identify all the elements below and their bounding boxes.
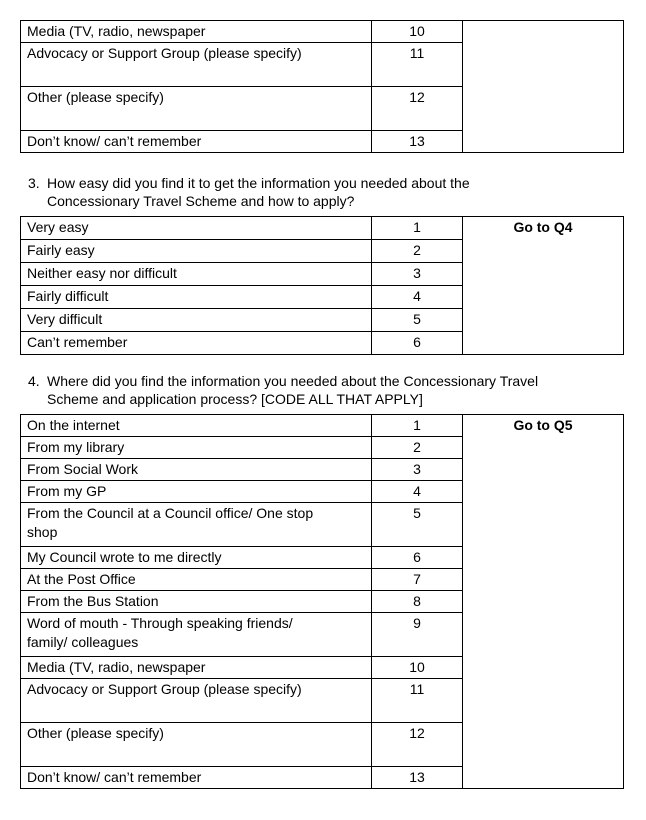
option-label-cell <box>21 87 372 131</box>
option-label-cell <box>21 569 372 591</box>
question-text <box>47 372 538 408</box>
option-code-cell: 4 <box>372 286 463 309</box>
option-code-cell: 3 <box>372 263 463 286</box>
option-label: From the Council at a Council office/ One stop <box>27 505 314 521</box>
option-code-cell: 9 <box>372 613 463 657</box>
option-label-cell <box>21 263 372 286</box>
table-row <box>21 217 624 240</box>
option-code-cell: 1 <box>372 415 463 437</box>
option-label-cell <box>21 43 372 87</box>
option-label-cell <box>21 547 372 569</box>
option-code-cell: 10 <box>372 657 463 679</box>
option-label: On the internet <box>27 417 120 433</box>
option-code-cell: 3 <box>372 459 463 481</box>
option-label-cell <box>21 481 372 503</box>
option-code-cell: 7 <box>372 569 463 591</box>
option-code-cell: 11 <box>372 679 463 723</box>
option-label-cell <box>21 217 372 240</box>
question-text-line: How easy did you find it to get the information you needed about the <box>47 175 470 191</box>
option-label: At the Post Office <box>27 571 136 587</box>
option-label: Don’t know/ can’t remember <box>27 133 202 149</box>
q3-answer-table <box>20 216 624 355</box>
table-row <box>21 21 624 43</box>
option-code-cell: 11 <box>372 43 463 87</box>
option-label-cell <box>21 657 372 679</box>
option-label-cell <box>21 767 372 789</box>
option-label: Media (TV, radio, newspaper <box>27 23 206 39</box>
option-label: From the Bus Station <box>27 593 159 609</box>
option-label-cell <box>21 21 372 43</box>
option-label: Word of mouth - Through speaking friends/ <box>27 615 293 631</box>
goto-cell: Go to Q4 <box>463 217 624 355</box>
option-label: Other (please specify) <box>27 725 164 741</box>
option-label: Advocacy or Support Group (please specify) <box>27 45 302 61</box>
question-3 <box>28 174 646 210</box>
option-label: Neither easy nor difficult <box>27 265 177 281</box>
option-label-line2: family/ colleagues <box>27 634 139 650</box>
option-label: Fairly difficult <box>27 288 109 304</box>
option-code-cell: 4 <box>372 481 463 503</box>
option-label: Media (TV, radio, newspaper <box>27 659 206 675</box>
option-label: From my library <box>27 439 125 455</box>
option-code-cell: 13 <box>372 131 463 153</box>
option-label-cell <box>21 309 372 332</box>
question-text-line: Scheme and application process? [CODE ALL THAT APPLY] <box>47 391 423 407</box>
option-code-cell: 5 <box>372 503 463 547</box>
option-label-cell <box>21 591 372 613</box>
option-label-cell <box>21 613 372 657</box>
table-row <box>21 415 624 437</box>
question-4 <box>28 372 646 408</box>
option-label-line2: shop <box>27 524 58 540</box>
question-text-line: Concessionary Travel Scheme and how to apply? <box>47 193 355 209</box>
question-text-line: Where did you find the information you needed about the Concessionary Travel <box>47 373 539 389</box>
option-code-cell: 13 <box>372 767 463 789</box>
option-label-cell <box>21 459 372 481</box>
option-label: Can’t remember <box>27 334 128 350</box>
option-code-cell: 2 <box>372 240 463 263</box>
option-code-cell: 10 <box>372 21 463 43</box>
option-label-cell <box>21 286 372 309</box>
option-label-cell <box>21 332 372 355</box>
option-label: Very easy <box>27 219 89 235</box>
option-label: Advocacy or Support Group (please specify) <box>27 681 302 697</box>
option-code-cell: 5 <box>372 309 463 332</box>
option-label: From Social Work <box>27 461 138 477</box>
q4-answer-table <box>20 414 624 789</box>
goto-cell: Go to Q5 <box>463 415 624 789</box>
option-code-cell: 8 <box>372 591 463 613</box>
option-code-cell: 1 <box>372 217 463 240</box>
option-label-cell <box>21 723 372 767</box>
option-label-cell <box>21 415 372 437</box>
option-label-cell <box>21 131 372 153</box>
option-label: From my GP <box>27 483 107 499</box>
option-code-cell: 12 <box>372 87 463 131</box>
option-label-cell <box>21 437 372 459</box>
goto-cell <box>463 21 624 153</box>
option-label: Very difficult <box>27 311 103 327</box>
option-label-cell <box>21 679 372 723</box>
option-label: Fairly easy <box>27 242 95 258</box>
question-text <box>47 174 470 210</box>
option-code-cell: 6 <box>372 547 463 569</box>
option-label-cell <box>21 503 372 547</box>
option-label: My Council wrote to me directly <box>27 549 222 565</box>
option-label-cell <box>21 240 372 263</box>
question-number: 4. <box>28 373 40 389</box>
q2-continuation-table <box>20 20 624 153</box>
option-label: Don’t know/ can’t remember <box>27 769 202 785</box>
option-code-cell: 12 <box>372 723 463 767</box>
option-code-cell: 2 <box>372 437 463 459</box>
question-number: 3. <box>28 175 40 191</box>
option-code-cell: 6 <box>372 332 463 355</box>
option-label: Other (please specify) <box>27 89 164 105</box>
